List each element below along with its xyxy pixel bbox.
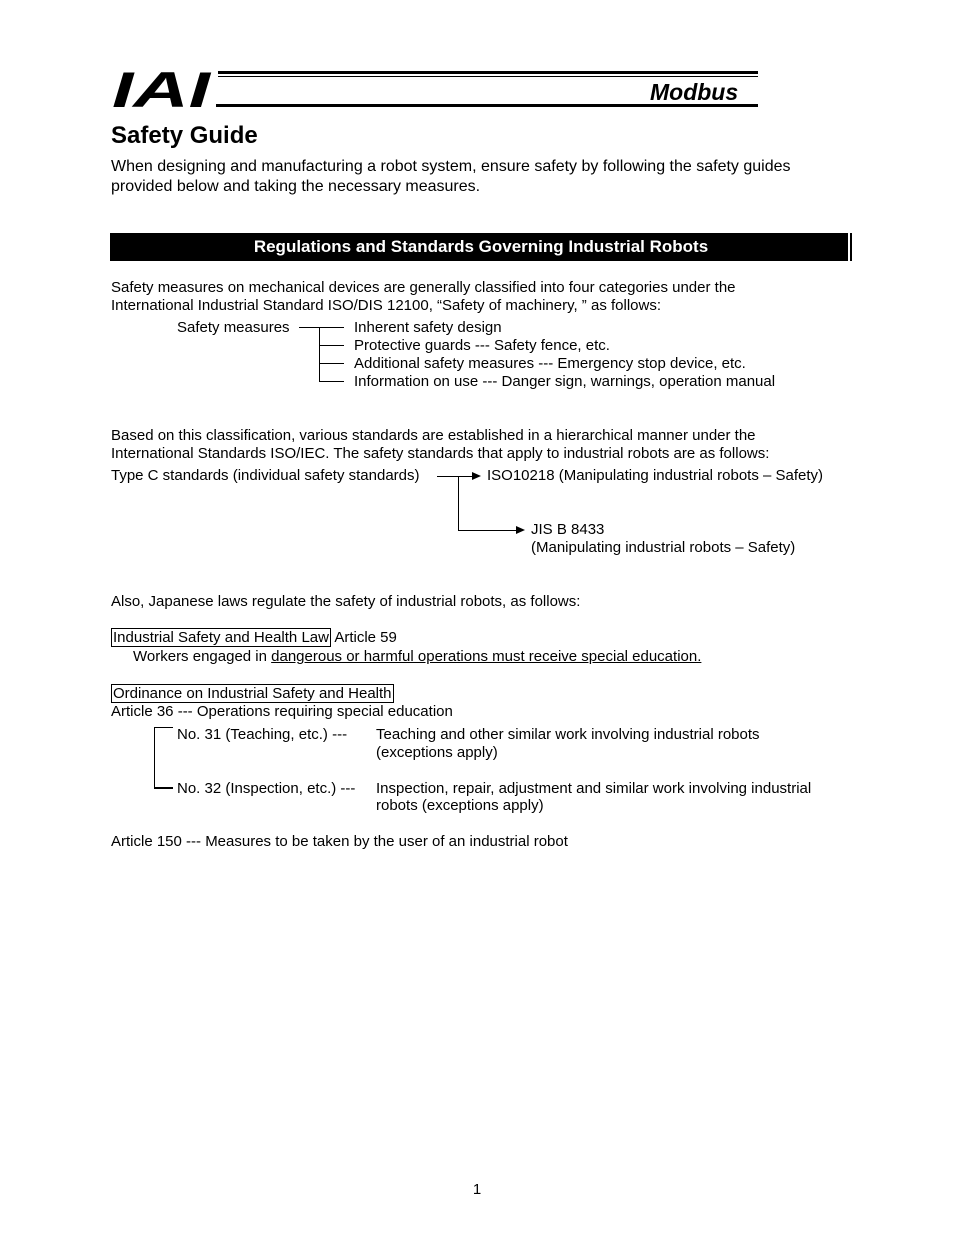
tree1-connector-3 xyxy=(319,381,344,382)
tree1-vertical xyxy=(319,327,320,382)
jis-standard-line-2: (Manipulating industrial robots – Safety) xyxy=(531,539,796,556)
no31-text-line-2: (exceptions apply) xyxy=(376,744,498,761)
law1-name: Industrial Safety and Health Law xyxy=(113,629,329,646)
page-title: Safety Guide xyxy=(111,122,258,149)
para1-line-2: International Industrial Standard ISO/DIS 12100, “Safety of machinery, ” as follows: xyxy=(111,297,661,314)
law2-article150: Article 150 --- Measures to be taken by the user of an industrial robot xyxy=(111,833,568,850)
jis-arrow-icon xyxy=(516,526,525,534)
header-rule-top-thin xyxy=(218,76,758,77)
law1-desc-underlined: dangerous or harmful operations must receive special education. xyxy=(271,648,702,665)
law1-description xyxy=(133,648,701,666)
iai-logo xyxy=(112,66,212,110)
page-number: 1 xyxy=(472,1181,482,1198)
law1-heading xyxy=(111,629,397,647)
tree1-connector-0 xyxy=(299,327,344,328)
header-product-name: Modbus xyxy=(650,79,739,105)
para3: Also, Japanese laws regulate the safety of industrial robots, as follows: xyxy=(111,593,581,610)
iso-arrow-icon xyxy=(472,472,481,480)
iso-standard: ISO10218 (Manipulating industrial robots – Safety) xyxy=(487,467,824,484)
para2-line-2: International Standards ISO/IEC. The safety standards that apply to industrial robots are as follows: xyxy=(111,445,770,462)
type-c-standards: Type C standards (individual safety standards) xyxy=(111,467,420,484)
iso-connector xyxy=(437,476,473,477)
para1-line-1: Safety measures on mechanical devices are generally classified into four categories under the xyxy=(111,279,736,296)
law1-desc-prefix: Workers engaged in xyxy=(133,648,272,665)
tree1-item-3: Information on use --- Danger sign, warnings, operation manual xyxy=(354,373,776,390)
iai-logo-text: IAI xyxy=(112,66,212,110)
jis-connector xyxy=(458,530,517,531)
no31-label: No. 31 (Teaching, etc.) --- xyxy=(177,726,348,743)
tree1-root: Safety measures xyxy=(177,319,290,336)
intro-line-1: When designing and manufacturing a robot system, ensure safety by following the safety guides xyxy=(111,158,791,175)
article36-tree-connector-31 xyxy=(154,727,173,728)
tree1-item-2: Additional safety measures --- Emergency stop device, etc. xyxy=(354,355,746,372)
law2-name: Ordinance on Industrial Safety and Health xyxy=(113,685,392,702)
tree1-connector-1 xyxy=(319,345,344,346)
section-heading: Regulations and Standards Governing Industrial Robots xyxy=(253,237,709,256)
law2-article36: Article 36 --- Operations requiring special education xyxy=(111,703,453,720)
tree1-item-1: Protective guards --- Safety fence, etc. xyxy=(354,337,610,354)
no32-label: No. 32 (Inspection, etc.) --- xyxy=(177,780,356,797)
article36-tree-vertical xyxy=(154,727,155,788)
law1-article: Article 59 xyxy=(334,629,397,646)
no32-text-line-2: robots (exceptions apply) xyxy=(376,797,544,814)
no32-text-line-1: Inspection, repair, adjustment and similar work involving industrial xyxy=(376,780,812,797)
para2-line-1: Based on this classification, various standards are established in a hierarchical manner under the xyxy=(111,427,756,444)
article36-tree-connector-32 xyxy=(154,787,173,789)
tree1-connector-2 xyxy=(319,363,344,364)
header-rule-top xyxy=(218,71,758,74)
no31-text-line-1: Teaching and other similar work involving industrial robots xyxy=(376,726,760,743)
jis-standard-line-1: JIS B 8433 xyxy=(531,521,605,538)
law2-heading xyxy=(111,685,394,703)
tree1-item-0: Inherent safety design xyxy=(354,319,502,336)
intro-line-2: provided below and taking the necessary measures. xyxy=(111,178,481,195)
jis-vertical-connector xyxy=(458,476,459,531)
